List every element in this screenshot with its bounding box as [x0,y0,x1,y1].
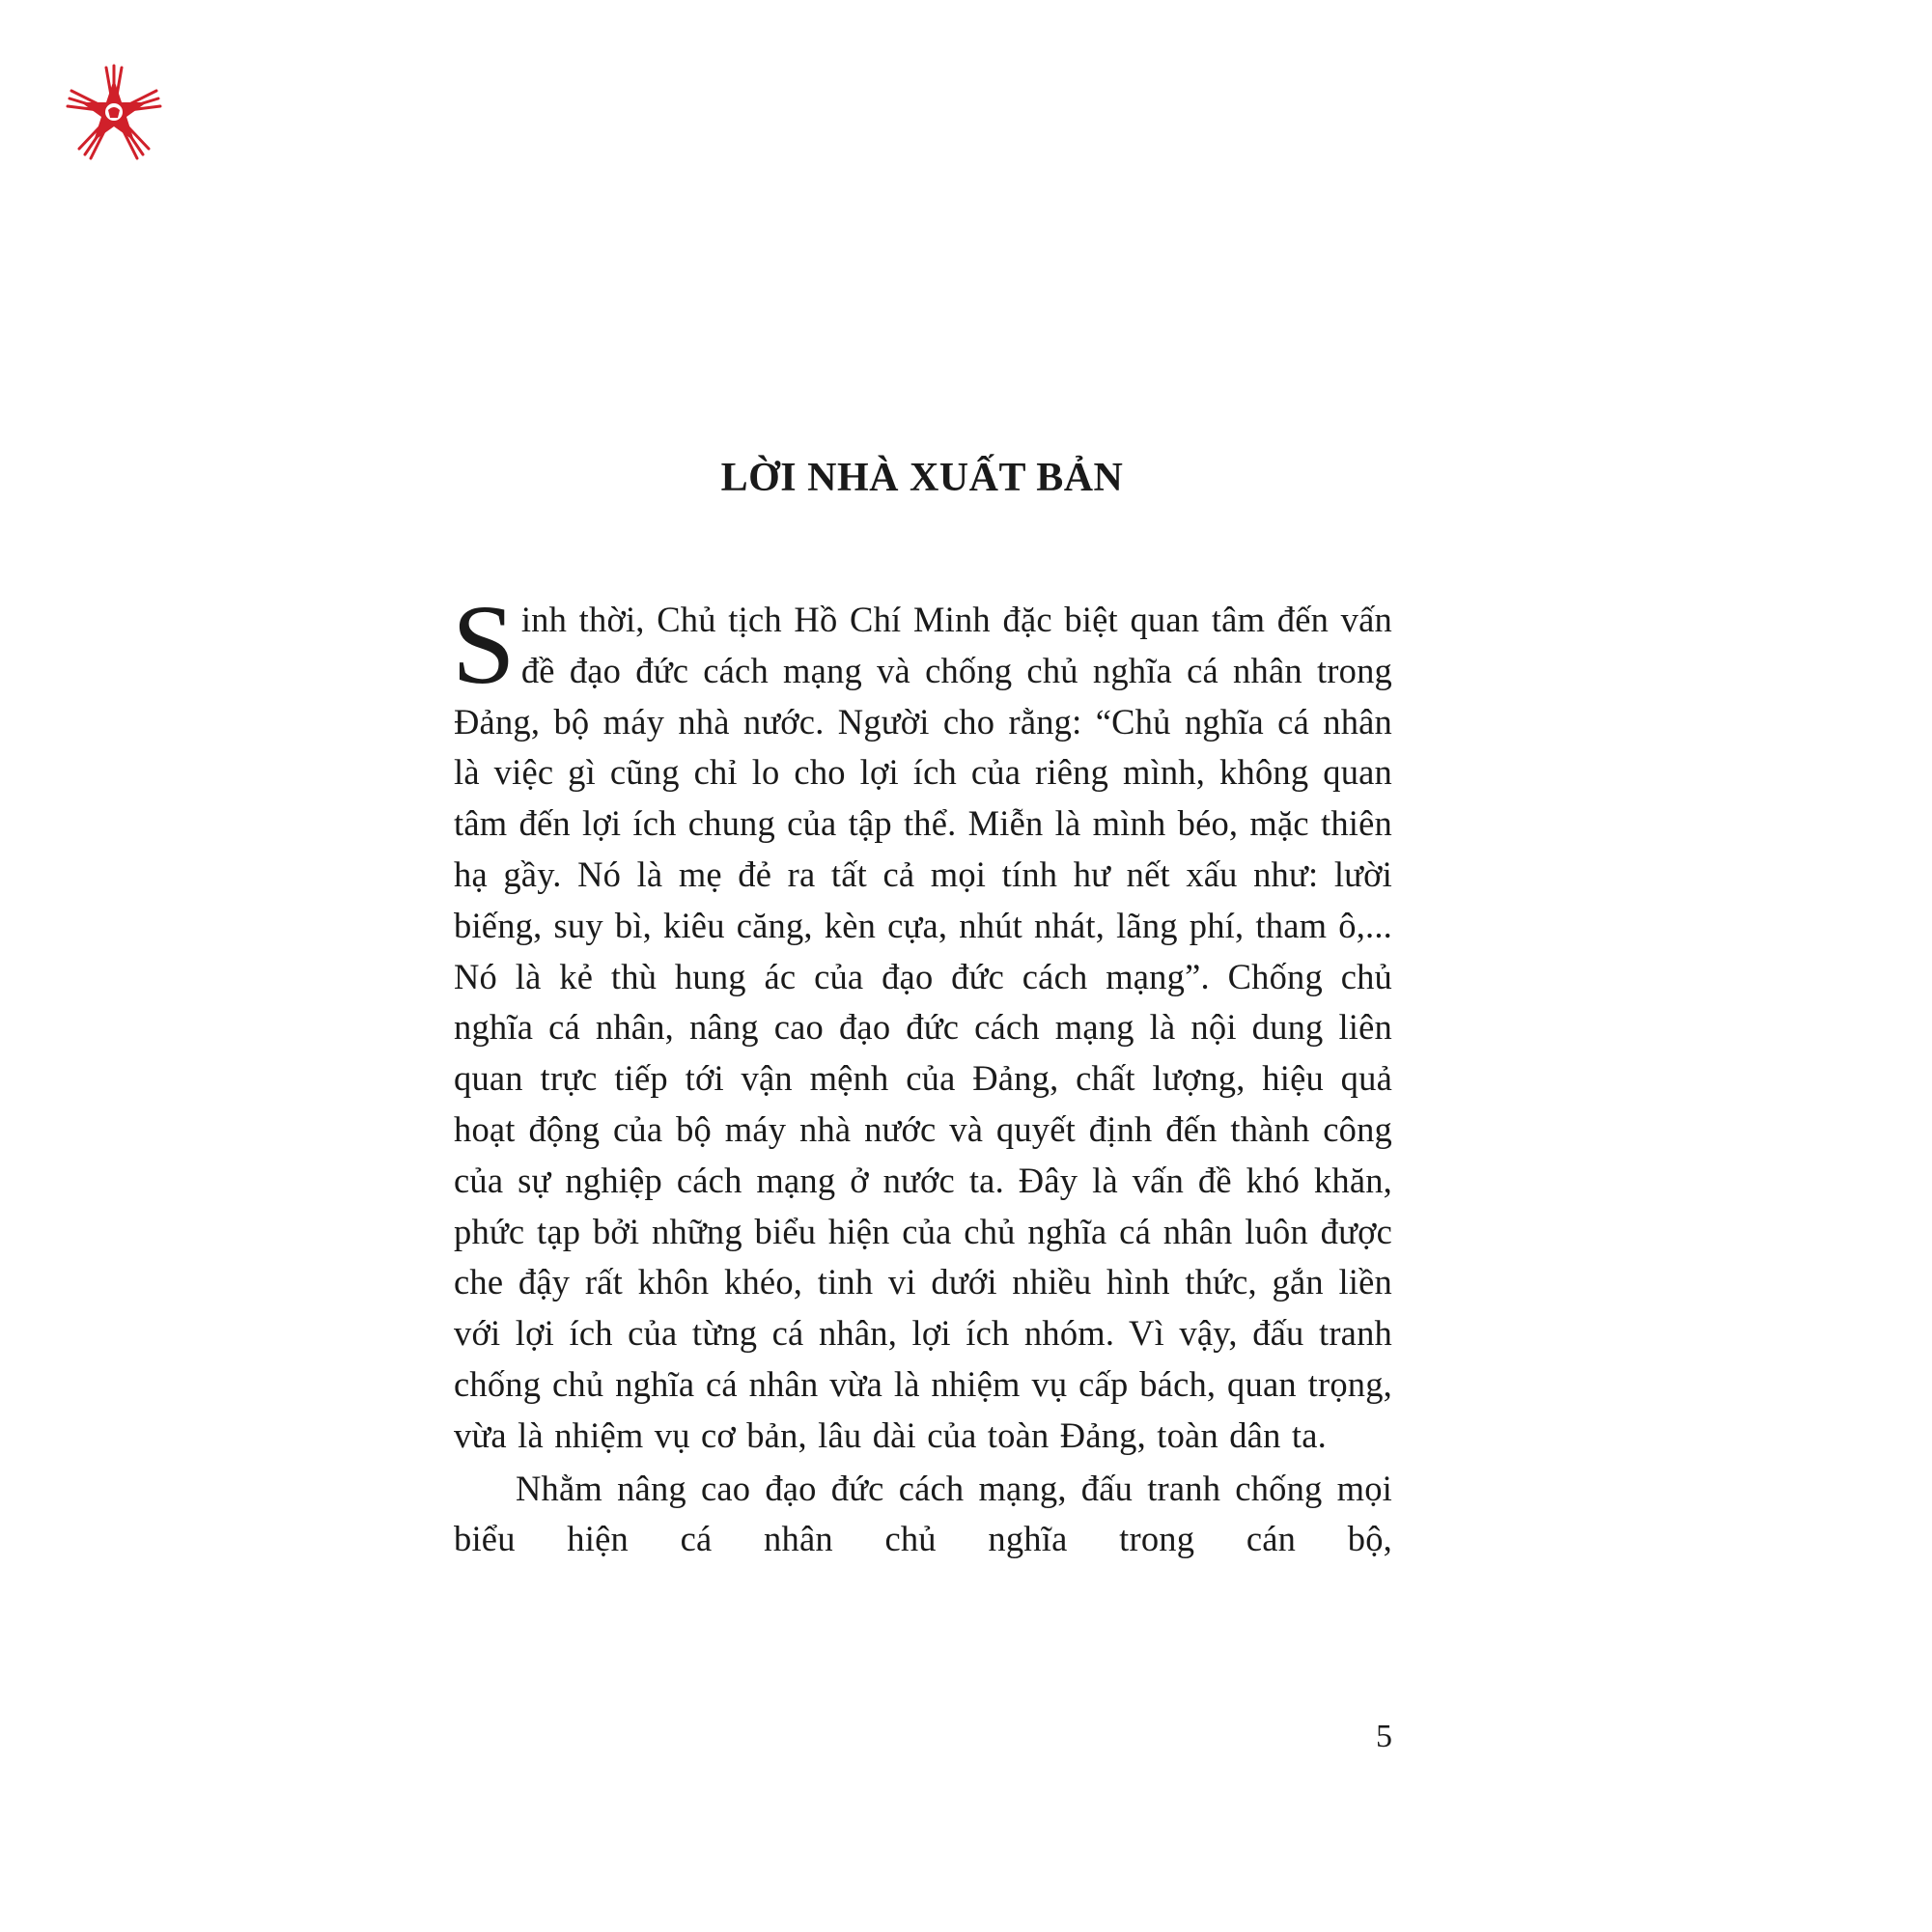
drop-cap: S [452,581,516,708]
page-number: 5 [1376,1719,1392,1754]
paragraph-2: Nhằm nâng cao đạo đức cách mạng, đấu tranh chống mọi biểu hiện cá nhân chủ nghĩa trong cán bộ, [454,1468,1392,1559]
page-title: LỜI NHÀ XUẤT BẢN [720,456,1124,500]
publisher-star-logo-icon [64,62,164,162]
paragraph-1-text: inh thời, Chủ tịch Hồ Chí Minh đặc biệt quan tâm đến vấn đề đạo đức cách mạng và chống chủ nghĩa cá nhân trong Đảng, bộ máy nhà nước. Người cho rằng: “Chủ nghĩa cá nhân là việc gì cũng chỉ lo cho lợi ích của riêng mình, không quan tâm đến lợi ích chung của tập thể. Miễn là mình béo, mặc thiên hạ gầy. Nó là mẹ đẻ ra tất cả mọi tính hư nết xấu như: lười biếng, suy bì, kiêu căng, kèn cựa, nhút nhát, lãng phí, tham ô,... Nó là kẻ thù hung ác của đạo đức cách mạng”. Chống chủ nghĩa cá nhân, nâng cao đạo đức cách mạng là nội dung liên quan trực tiếp tới vận mệnh của Đảng, chất lượng, hiệu quả hoạt động của bộ máy nhà nước và quyết định đến thành công của sự nghiệp cách mạng ở nước ta. Đây là vấn đề khó khăn, phức tạp bởi những biểu hiện của chủ nghĩa cá nhân luôn được che đậy rất khôn khéo, tinh vi dưới nhiều hình thức, gắn liền với lợi ích của từng cá nhân, lợi ích nhóm. Vì vậy, đấu tranh chống chủ nghĩa cá nhân vừa là nhiệm vụ cấp bách, quan trọng, vừa là nhiệm vụ cơ bản, lâu dài của toàn Đảng, toàn dân ta. [454,600,1392,1455]
body-text [452,581,1392,1565]
paragraph-1 [452,581,1392,1462]
publisher-logo [64,62,164,162]
